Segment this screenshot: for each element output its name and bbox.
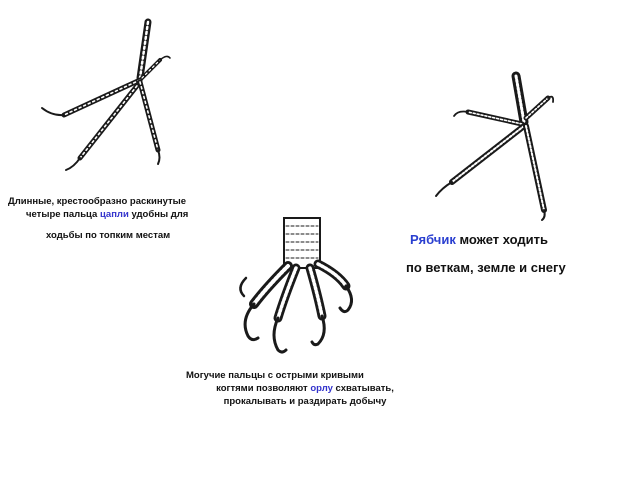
eagle-caption-line-3: прокалывать и раздирать добычу [223, 395, 387, 407]
heron-caption [8, 196, 188, 242]
heron-name-highlight: цапли [99, 208, 129, 220]
eagle-caption-line-2 [180, 383, 430, 396]
eagle-caption-text: когтями позволяют [216, 382, 311, 394]
grouse-caption [406, 232, 566, 276]
grouse-caption-line-1 [410, 233, 566, 247]
eagle-caption-text-end: схватывать, [332, 382, 394, 394]
heron-caption-text: четыре пальца [26, 208, 100, 220]
heron-caption-line-1: Длинные, крестообразно раскинутые [8, 196, 187, 207]
grouse-foot-drawing [428, 72, 578, 222]
eagle-name-highlight: орлу [310, 382, 333, 394]
grouse-caption-line-2: по веткам, земле и снегу [406, 260, 566, 276]
heron-foot-drawing [30, 20, 180, 190]
grouse-caption-text: может ходить [455, 232, 549, 247]
heron-caption-line-2 [8, 209, 188, 222]
eagle-caption-line-1: Могучие пальцы с острыми кривыми [186, 370, 364, 381]
heron-caption-line-3: ходьбы по топким местам [46, 229, 171, 241]
heron-caption-text-end: удобны для [128, 208, 189, 220]
eagle-foot-drawing [226, 218, 366, 358]
eagle-caption [180, 370, 430, 408]
grouse-name-highlight: Рябчик [410, 232, 456, 247]
